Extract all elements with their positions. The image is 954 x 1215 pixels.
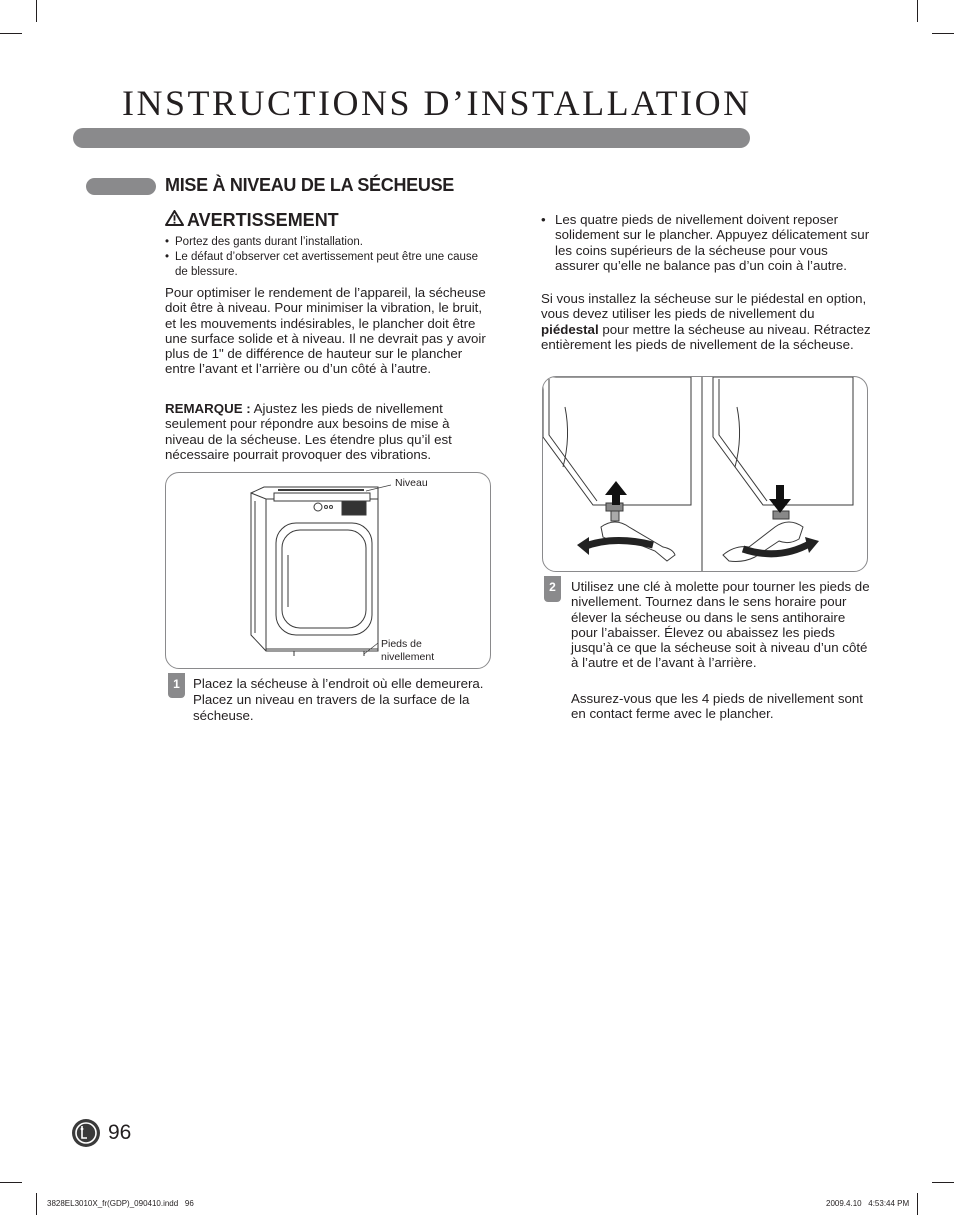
step-text: Utilisez une clé à molette pour tourner les pieds de nivellement. Tournez dans le sens horaire pour élever la sécheuse ou dans le sens antihoraire pour l’abaisser. Élevez ou abaissez les pieds jusqu’à ce que la sécheuse soit à niveau d’un côté à l’autre et de l’avant à l’arrière. <box>571 579 870 671</box>
footer-file: 3828EL3010X_fr(GDP)_090410.indd 96 <box>47 1199 194 1208</box>
title-bar <box>73 128 750 148</box>
section-title: MISE À NIVEAU DE LA SÉCHEUSE <box>165 175 454 195</box>
warning-list <box>165 235 490 280</box>
right-bullet: • Les quatre pieds de nivellement doivent reposer solidement sur le plancher. Appuyez délicatement sur les coins supérieurs de la sécheuse pour vous assurer qu’elle ne balance pas d’un coin à l’autre. <box>541 212 871 273</box>
step-text-secondary: Assurez-vous que les 4 pieds de nivellement sont en contact ferme avec le plancher. <box>571 691 863 722</box>
warning-title: AVERTISSEMENT <box>187 210 339 230</box>
right-bullet-list <box>541 212 871 273</box>
pedestal-text: pour mettre la sécheuse au niveau. Rétractez entièrement les pieds de nivellement de la sécheuse. <box>541 321 871 352</box>
wrench-figure <box>542 376 868 572</box>
footer-timestamp: 2009.4.10 4:53:44 PM <box>826 1199 910 1208</box>
pedestal-bold: piédestal <box>541 321 599 337</box>
crop-mark <box>0 1182 22 1183</box>
level-label: Niveau <box>395 477 428 489</box>
crop-mark <box>917 1193 918 1215</box>
crop-mark <box>36 1193 37 1215</box>
crop-mark <box>917 0 918 22</box>
warning-icon <box>165 210 184 231</box>
crop-mark <box>36 0 37 22</box>
lg-logo-icon <box>72 1119 100 1147</box>
note-paragraph <box>165 401 492 462</box>
warning-item: • Portez des gants durant l’installation. <box>165 235 490 250</box>
pedestal-text: Si vous installez la sécheuse sur le piédestal en option, vous devez utiliser les pieds de nivellement du <box>541 291 867 322</box>
warning-heading <box>165 210 339 231</box>
page-title: INSTRUCTIONS D’INSTALLATION <box>122 83 752 123</box>
feet-label: Pieds de nivellement <box>381 638 435 663</box>
step-text: Placez la sécheuse à l’endroit où elle demeurera. Placez un niveau en travers de la surface de la sécheuse. <box>193 676 484 723</box>
wrench-illustration <box>543 377 867 571</box>
dryer-level-figure <box>165 472 491 669</box>
note-label: REMARQUE : <box>165 401 251 416</box>
intro-paragraph: Pour optimiser le rendement de l’appareil, la sécheuse doit être à niveau. Pour minimiser la vibration, le bruit, et les mouvements indésirables, le plancher doit être une surface solide et à niveau. Il ne devrait pas y avoir plus de 1" de différence de hauteur sur le plancher entre l’avant et l’arrière ou d’un côté à l’autre. <box>165 285 486 377</box>
note-text: Ajustez les pieds de nivellement seulement pour répondre aux besoins de mise à niveau de la sécheuse. Les étendre plus qu’il est nécessaire pourrait provoquer des vibrations. <box>165 401 452 462</box>
step-number: 1 <box>168 673 185 698</box>
warning-item: • Le défaut d’observer cet avertissement peut être une cause de blessure. <box>165 250 490 280</box>
crop-mark <box>0 33 22 34</box>
step-number: 2 <box>544 576 561 602</box>
page-number: 96 <box>108 1121 132 1144</box>
section-pill <box>86 178 156 195</box>
crop-mark <box>932 1182 954 1183</box>
pedestal-paragraph <box>541 291 871 352</box>
crop-mark <box>932 33 954 34</box>
